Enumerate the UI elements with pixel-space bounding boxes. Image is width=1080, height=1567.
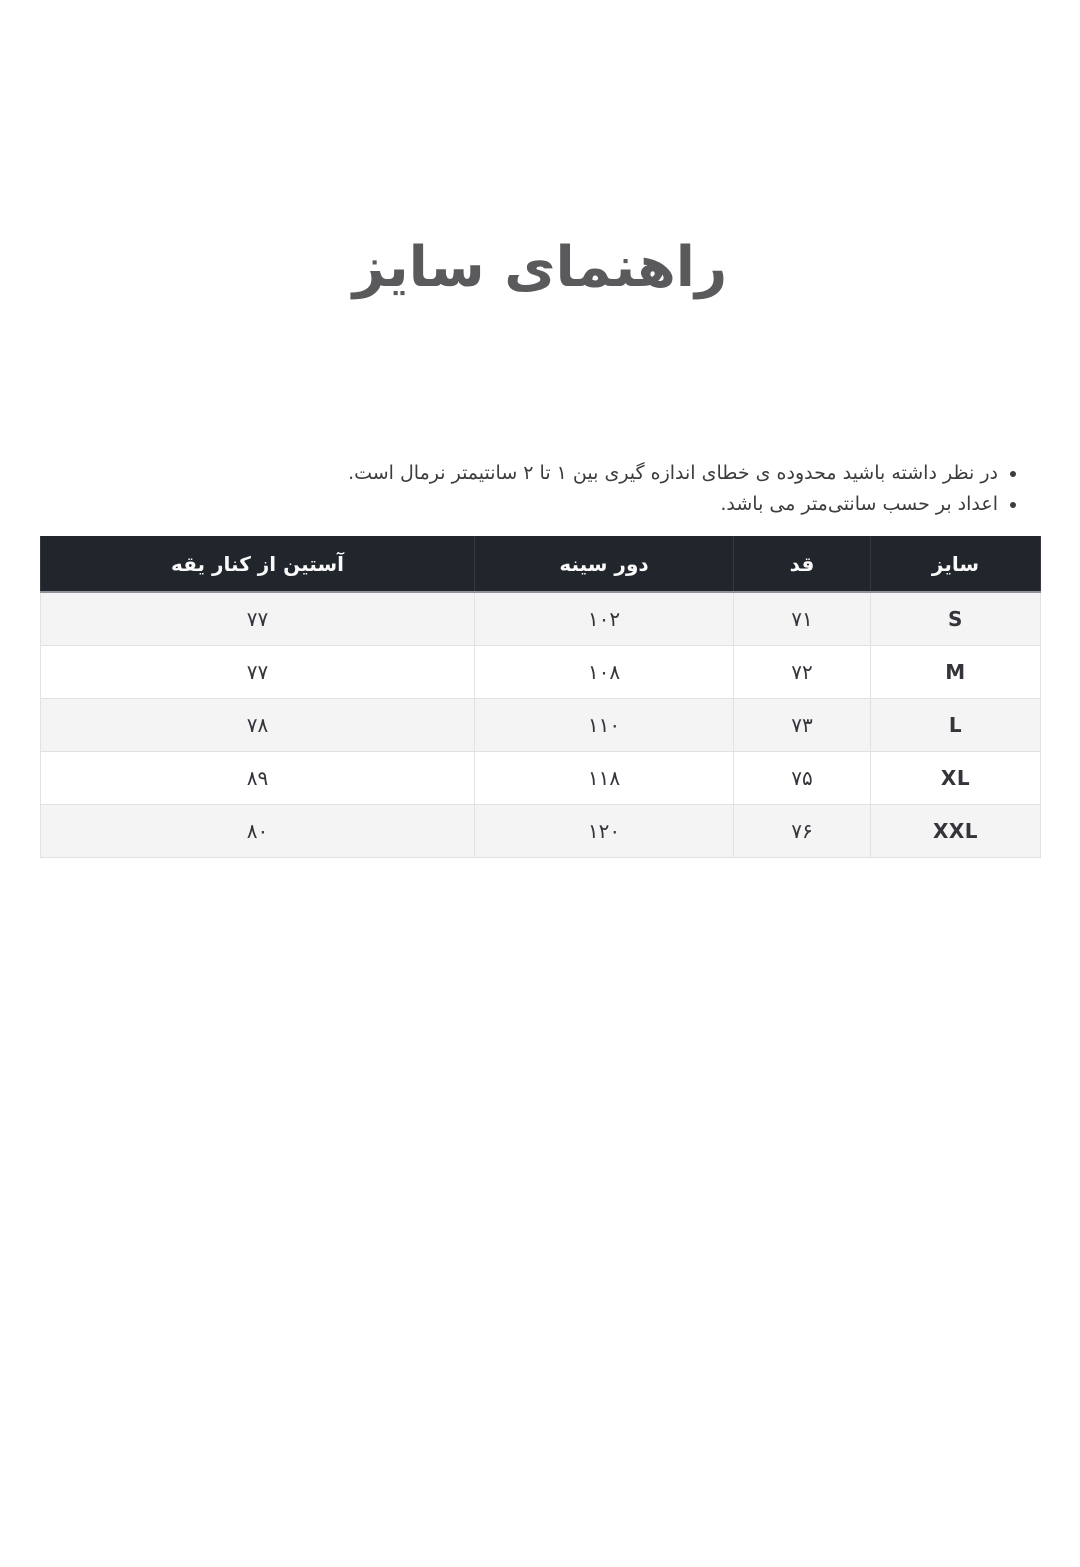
column-header-size: سایز [871, 536, 1041, 592]
column-header-chest: دور سینه [475, 536, 734, 592]
size-guide-table [40, 536, 1041, 858]
table-row-m [41, 645, 1041, 698]
size-value: XXL [871, 804, 1041, 857]
chest-value: ۱۱۰ [475, 698, 734, 751]
size-guide-page [0, 228, 1080, 1567]
chest-value: ۱۰۸ [475, 645, 734, 698]
sleeve-value: ۷۸ [41, 698, 475, 751]
note-measurement-tolerance: • در نظر داشته باشید محدوده ی خطای اندازه گیری بین ۱ تا ۲ سانتیمتر نرمال است. [40, 458, 998, 489]
chest-value: ۱۲۰ [475, 804, 734, 857]
header-row [41, 536, 1041, 592]
height-value: ۷۱ [734, 592, 871, 645]
height-value: ۷۵ [734, 751, 871, 804]
sleeve-value: ۸۹ [41, 751, 475, 804]
size-table-body [41, 592, 1041, 857]
page-title: راهنمای سایز [352, 235, 728, 300]
sleeve-value: ۷۷ [41, 592, 475, 645]
height-value: ۷۳ [734, 698, 871, 751]
column-header-sleeve: آستین از کنار یقه [41, 536, 475, 592]
table-row-xl [41, 751, 1041, 804]
table-row-s [41, 592, 1041, 645]
chest-value: ۱۰۲ [475, 592, 734, 645]
sleeve-value: ۷۷ [41, 645, 475, 698]
table-row-l [41, 698, 1041, 751]
size-value: XL [871, 751, 1041, 804]
notes-list [40, 458, 1020, 520]
column-header-height: قد [734, 536, 871, 592]
height-value: ۷۶ [734, 804, 871, 857]
chest-value: ۱۱۸ [475, 751, 734, 804]
size-table-header [41, 536, 1041, 592]
sleeve-value: ۸۰ [41, 804, 475, 857]
size-value: S [871, 592, 1041, 645]
size-value: M [871, 645, 1041, 698]
note-unit-centimeter: • اعداد بر حسب سانتی‌متر می باشد. [40, 489, 998, 520]
height-value: ۷۲ [734, 645, 871, 698]
size-value: L [871, 698, 1041, 751]
table-row-xxl [41, 804, 1041, 857]
